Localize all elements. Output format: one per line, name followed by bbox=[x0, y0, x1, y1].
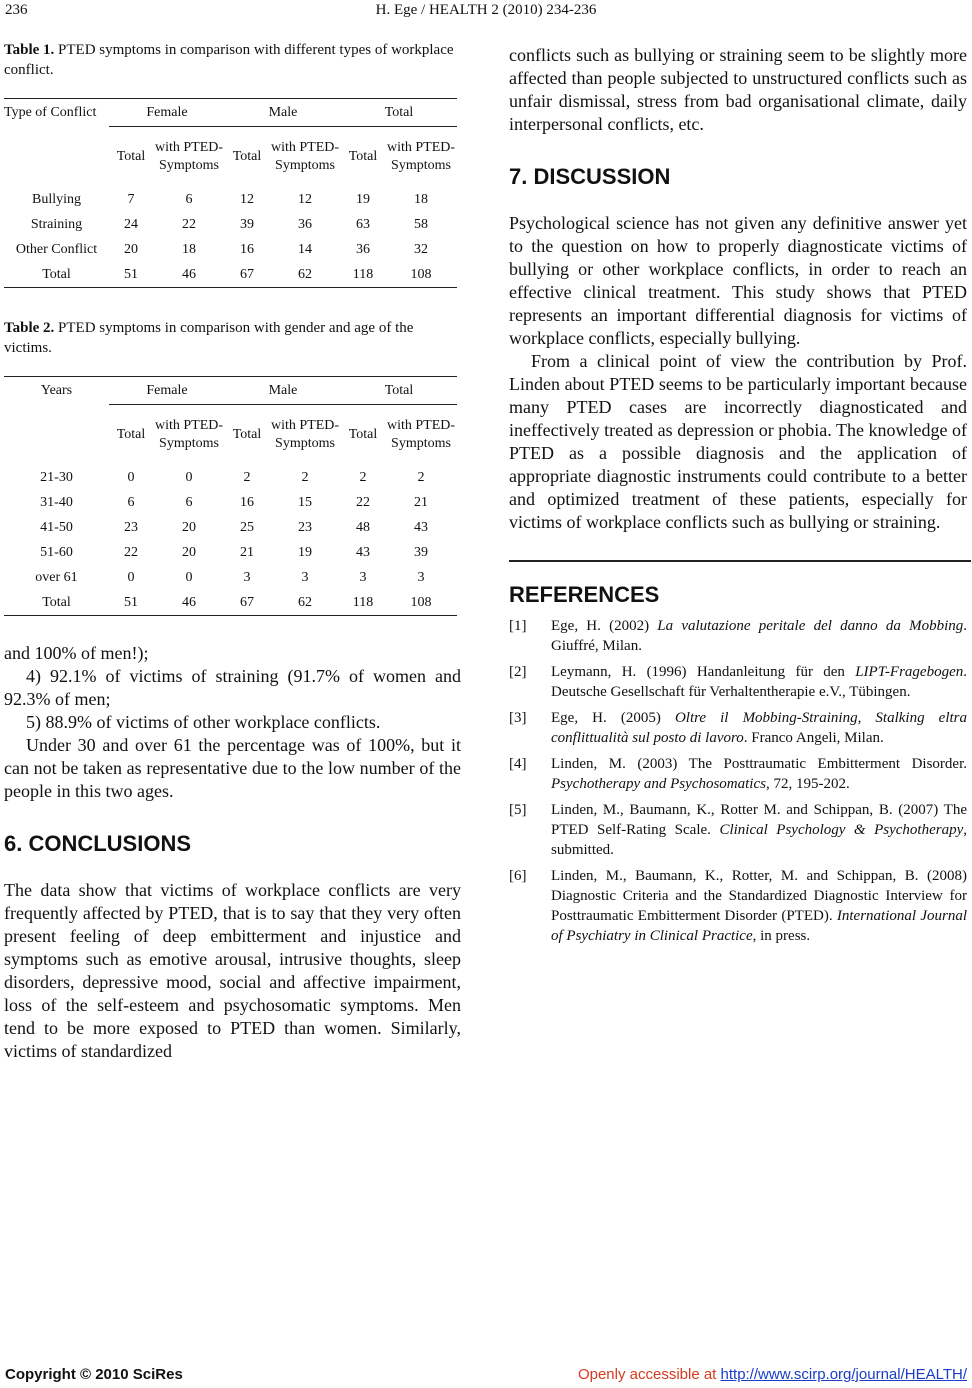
conclusions-paragraph: The data show that victims of workplace conflicts are very frequently affected by PTED, that is to say that they very often present feeling of deep embitterment and injustice and symptoms such as emotive arousal, intrusive thoughts, sleep disorders, depressive mood, social and affective impairment, loss of the self-esteem and psychosomatic symptoms. Men tend to be more exposed to PTED than women. Similarly, victims of standardized bbox=[4, 880, 461, 1061]
paragraph: conflicts such as bullying or straining seem to be slightly more affected than people subjected to unstructured conflicts such as unfair dismissal, stress from bad organisational climate, daily interpersonal conflicts, etc. bbox=[509, 45, 967, 134]
row-label: Straining bbox=[30, 216, 83, 232]
paragraph: and 100% of men!); bbox=[4, 643, 149, 663]
cell: 20 bbox=[124, 241, 138, 257]
cell: 3 bbox=[359, 569, 367, 585]
reference-text: . Franco Angeli, Milan. bbox=[743, 730, 884, 746]
cell: 39 bbox=[414, 544, 428, 560]
cell: 19 bbox=[356, 191, 370, 207]
cell: 20 bbox=[182, 519, 196, 535]
table1-sub-with: with PTED-Symptoms bbox=[153, 127, 225, 188]
table2-sub-header bbox=[4, 405, 457, 466]
left-column bbox=[4, 40, 461, 1063]
cell: 51 bbox=[124, 266, 138, 282]
reference-text: Linden, M., Baumann, K., Rotter M. and Schippan, B. (2007) The PTED Self-Rating Scale. bbox=[551, 802, 967, 838]
row-label: 41-50 bbox=[40, 519, 73, 535]
row-label: over 61 bbox=[35, 569, 78, 585]
reference-item bbox=[509, 754, 967, 794]
cell: 22 bbox=[356, 494, 370, 510]
reference-number: [1] bbox=[509, 618, 527, 634]
section-divider bbox=[509, 560, 971, 562]
cell: 23 bbox=[124, 519, 138, 535]
paragraph: 4) 92.1% of victims of straining (91.7% of women and 92.3% of men; bbox=[4, 666, 461, 709]
cell: 15 bbox=[298, 494, 312, 510]
row-label: Total bbox=[42, 594, 71, 610]
table2-sub-with: with PTED-Symptoms bbox=[385, 405, 457, 466]
row-label: Total bbox=[42, 266, 71, 282]
reference-item bbox=[509, 866, 967, 946]
cell: 22 bbox=[124, 544, 138, 560]
table-row bbox=[4, 465, 457, 490]
discussion-heading: 7. DISCUSSION bbox=[509, 164, 671, 189]
reference-text: Linden, M., Baumann, K., Rotter, M. and Schippan, B. (2008) Diagnostic Criteria and the Standardized Diagnostic Interview for Posttraumatic Embitterment Disorder (PTED). bbox=[551, 868, 967, 924]
table2-group-male: Male bbox=[268, 382, 298, 398]
page-number: 236 bbox=[5, 2, 28, 18]
table2-caption-text: PTED symptoms in comparison with gender and age of the victims. bbox=[4, 320, 414, 356]
table2-caption bbox=[4, 318, 461, 358]
cell: 43 bbox=[414, 519, 428, 535]
table-row bbox=[4, 565, 457, 590]
table1-label: Table 1. bbox=[4, 42, 55, 58]
table1-sub-header bbox=[4, 127, 457, 188]
table1-row-head: Type of Conflict bbox=[4, 104, 97, 120]
reference-italic: Psychotherapy and Psychosomatics bbox=[551, 776, 766, 792]
cell: 43 bbox=[356, 544, 370, 560]
paragraph: Under 30 and over 61 the percentage was of 100%, but it can not be taken as representative due to the low number of the people in this two ages. bbox=[4, 735, 461, 801]
table1-group-male: Male bbox=[268, 104, 298, 120]
table1-sub-with: with PTED-Symptoms bbox=[385, 127, 457, 188]
reference-text: Leymann, H. (1996) Handanleitung für den bbox=[551, 664, 856, 680]
table-row bbox=[4, 187, 457, 212]
reference-number: [3] bbox=[509, 710, 527, 726]
table2-group-female: Female bbox=[146, 382, 188, 398]
cell: 36 bbox=[356, 241, 370, 257]
references-heading: REFERENCES bbox=[509, 582, 660, 607]
cell: 48 bbox=[356, 519, 370, 535]
table2-sub-total: Total bbox=[341, 405, 385, 466]
reference-italic: La valutazione peritale del danno da Mobbing bbox=[657, 618, 964, 634]
row-label: 31-40 bbox=[40, 494, 73, 510]
cell: 21 bbox=[414, 494, 428, 510]
reference-item bbox=[509, 662, 967, 702]
cell: 12 bbox=[240, 191, 254, 207]
table-row bbox=[4, 540, 457, 565]
cell: 2 bbox=[417, 469, 425, 485]
cell: 6 bbox=[127, 494, 135, 510]
cell: 14 bbox=[298, 241, 312, 257]
paragraph: 5) 88.9% of victims of other workplace conflicts. bbox=[26, 712, 381, 732]
table1-group-header bbox=[4, 99, 457, 127]
discussion-paragraph: From a clinical point of view the contribution by Prof. Linden about PTED seems to be particularly important because many PTED cases are incorrectly diagnosticated and ineffectively treated as depression or phobia. The knowledge of PTED as a possible diagnosis and the application of appropriate diagnostic instruments could contribute to a better and optimized treatment of these patients, especially for victims of workplace conflicts such as bullying or straining. bbox=[509, 351, 967, 532]
cell: 39 bbox=[240, 216, 254, 232]
cell: 7 bbox=[127, 191, 135, 207]
reference-italic: Oltre il Mobbing-Straining, Stalking eltra conflittualità sul posto di lavoro bbox=[551, 710, 967, 746]
table2-sub-with: with PTED-Symptoms bbox=[269, 405, 341, 466]
table2-row-head: Years bbox=[40, 382, 73, 398]
reference-text: Ege, H. (2005) bbox=[551, 710, 675, 726]
reference-text: . Giuffré, Milan. bbox=[551, 618, 967, 654]
reference-number: [6] bbox=[509, 868, 527, 884]
reference-text: Ege, H. (2002) bbox=[551, 618, 658, 634]
table2-group-total: Total bbox=[384, 382, 414, 398]
cell: 23 bbox=[298, 519, 312, 535]
reference-italic: LIPT-Fragebogen bbox=[855, 664, 964, 680]
cell: 118 bbox=[352, 266, 374, 282]
cell: 108 bbox=[410, 266, 432, 282]
cell: 0 bbox=[185, 469, 193, 485]
reference-item bbox=[509, 800, 967, 860]
reference-number: [5] bbox=[509, 802, 527, 818]
cell: 16 bbox=[240, 494, 254, 510]
cell: 24 bbox=[124, 216, 138, 232]
cell: 3 bbox=[417, 569, 425, 585]
journal-link[interactable]: http://www.scirp.org/journal/HEALTH/ bbox=[720, 1366, 967, 1383]
reference-text: Linden, M. (2003) The Posttraumatic Embitterment Disorder. bbox=[551, 756, 967, 772]
cell: 6 bbox=[185, 494, 193, 510]
table1 bbox=[4, 98, 457, 288]
table1-sub-total: Total bbox=[341, 127, 385, 188]
table-row bbox=[4, 237, 457, 262]
cell: 19 bbox=[298, 544, 312, 560]
row-label: Other Conflict bbox=[15, 241, 98, 257]
reference-italic: International Journal of Psychiatry in Clinical Practice bbox=[551, 908, 967, 944]
table2-label: Table 2. bbox=[4, 320, 55, 336]
table1-sub-total: Total bbox=[109, 127, 153, 188]
conclusions-heading: 6. CONCLUSIONS bbox=[4, 831, 192, 856]
open-access-notice bbox=[578, 1366, 967, 1383]
cell: 18 bbox=[182, 241, 196, 257]
cell: 20 bbox=[182, 544, 196, 560]
table2-group-header bbox=[4, 377, 457, 405]
cell: 2 bbox=[359, 469, 367, 485]
table-row bbox=[4, 262, 457, 288]
reference-item bbox=[509, 708, 967, 748]
table2-sub-total: Total bbox=[109, 405, 153, 466]
reference-item bbox=[509, 616, 967, 656]
cell: 25 bbox=[240, 519, 254, 535]
copyright-notice: Copyright © 2010 SciRes bbox=[5, 1366, 183, 1383]
cell: 63 bbox=[356, 216, 370, 232]
discussion-paragraph: Psychological science has not given any definitive answer yet to the question on how to properly diagnosticate victims of bullying or other workplace conflicts, in order to reach an effective clinical treatment. This study shows that PTED represents an important differential diagnosis for victims of workplace conflicts, especially bullying. bbox=[509, 213, 967, 348]
table2-sub-with: with PTED-Symptoms bbox=[153, 405, 225, 466]
cell: 36 bbox=[298, 216, 312, 232]
cell: 62 bbox=[298, 594, 312, 610]
cell: 51 bbox=[124, 594, 138, 610]
table-row bbox=[4, 515, 457, 540]
cell: 46 bbox=[182, 266, 196, 282]
reference-text: , in press. bbox=[752, 928, 811, 944]
cell: 67 bbox=[240, 594, 254, 610]
cell: 2 bbox=[243, 469, 251, 485]
cell: 22 bbox=[182, 216, 196, 232]
cell: 0 bbox=[185, 569, 193, 585]
references-list bbox=[509, 616, 967, 946]
cell: 46 bbox=[182, 594, 196, 610]
cell: 12 bbox=[298, 191, 312, 207]
running-title: H. Ege / HEALTH 2 (2010) 234-236 bbox=[375, 2, 597, 18]
table1-group-female: Female bbox=[146, 104, 188, 120]
cell: 58 bbox=[414, 216, 428, 232]
cell: 16 bbox=[240, 241, 254, 257]
reference-italic: Clinical Psychology & Psychotherapy bbox=[719, 822, 964, 838]
cell: 0 bbox=[127, 569, 135, 585]
cell: 0 bbox=[127, 469, 135, 485]
reference-text: , submitted. bbox=[551, 822, 968, 858]
table2-sub-total: Total bbox=[225, 405, 269, 466]
row-label: 21-30 bbox=[40, 469, 73, 485]
table-row bbox=[4, 490, 457, 515]
cell: 67 bbox=[240, 266, 254, 282]
row-label: 51-60 bbox=[40, 544, 73, 560]
reference-text: . Deutsche Gesellschaft für Verhaltentherapie e.V., Tübingen. bbox=[551, 664, 967, 700]
table1-sub-with: with PTED-Symptoms bbox=[269, 127, 341, 188]
table1-sub-total: Total bbox=[225, 127, 269, 188]
table1-caption bbox=[4, 40, 461, 80]
table1-caption-text: PTED symptoms in comparison with different types of workplace conflict. bbox=[4, 42, 454, 78]
cell: 6 bbox=[185, 191, 193, 207]
table2 bbox=[4, 376, 457, 616]
right-column bbox=[509, 44, 967, 952]
cell: 2 bbox=[301, 469, 309, 485]
table-row bbox=[4, 590, 457, 616]
table1-group-total: Total bbox=[384, 104, 414, 120]
row-label: Bullying bbox=[31, 191, 81, 207]
cell: 62 bbox=[298, 266, 312, 282]
table-row bbox=[4, 212, 457, 237]
reference-number: [2] bbox=[509, 664, 527, 680]
cell: 32 bbox=[414, 241, 428, 257]
cell: 3 bbox=[301, 569, 309, 585]
open-access-text: Openly accessible at bbox=[577, 1366, 721, 1383]
cell: 3 bbox=[243, 569, 251, 585]
reference-text: , 72, 195-202. bbox=[765, 776, 850, 792]
cell: 21 bbox=[240, 544, 254, 560]
cell: 108 bbox=[410, 594, 432, 610]
cell: 118 bbox=[352, 594, 374, 610]
reference-number: [4] bbox=[509, 756, 527, 772]
cell: 18 bbox=[414, 191, 428, 207]
